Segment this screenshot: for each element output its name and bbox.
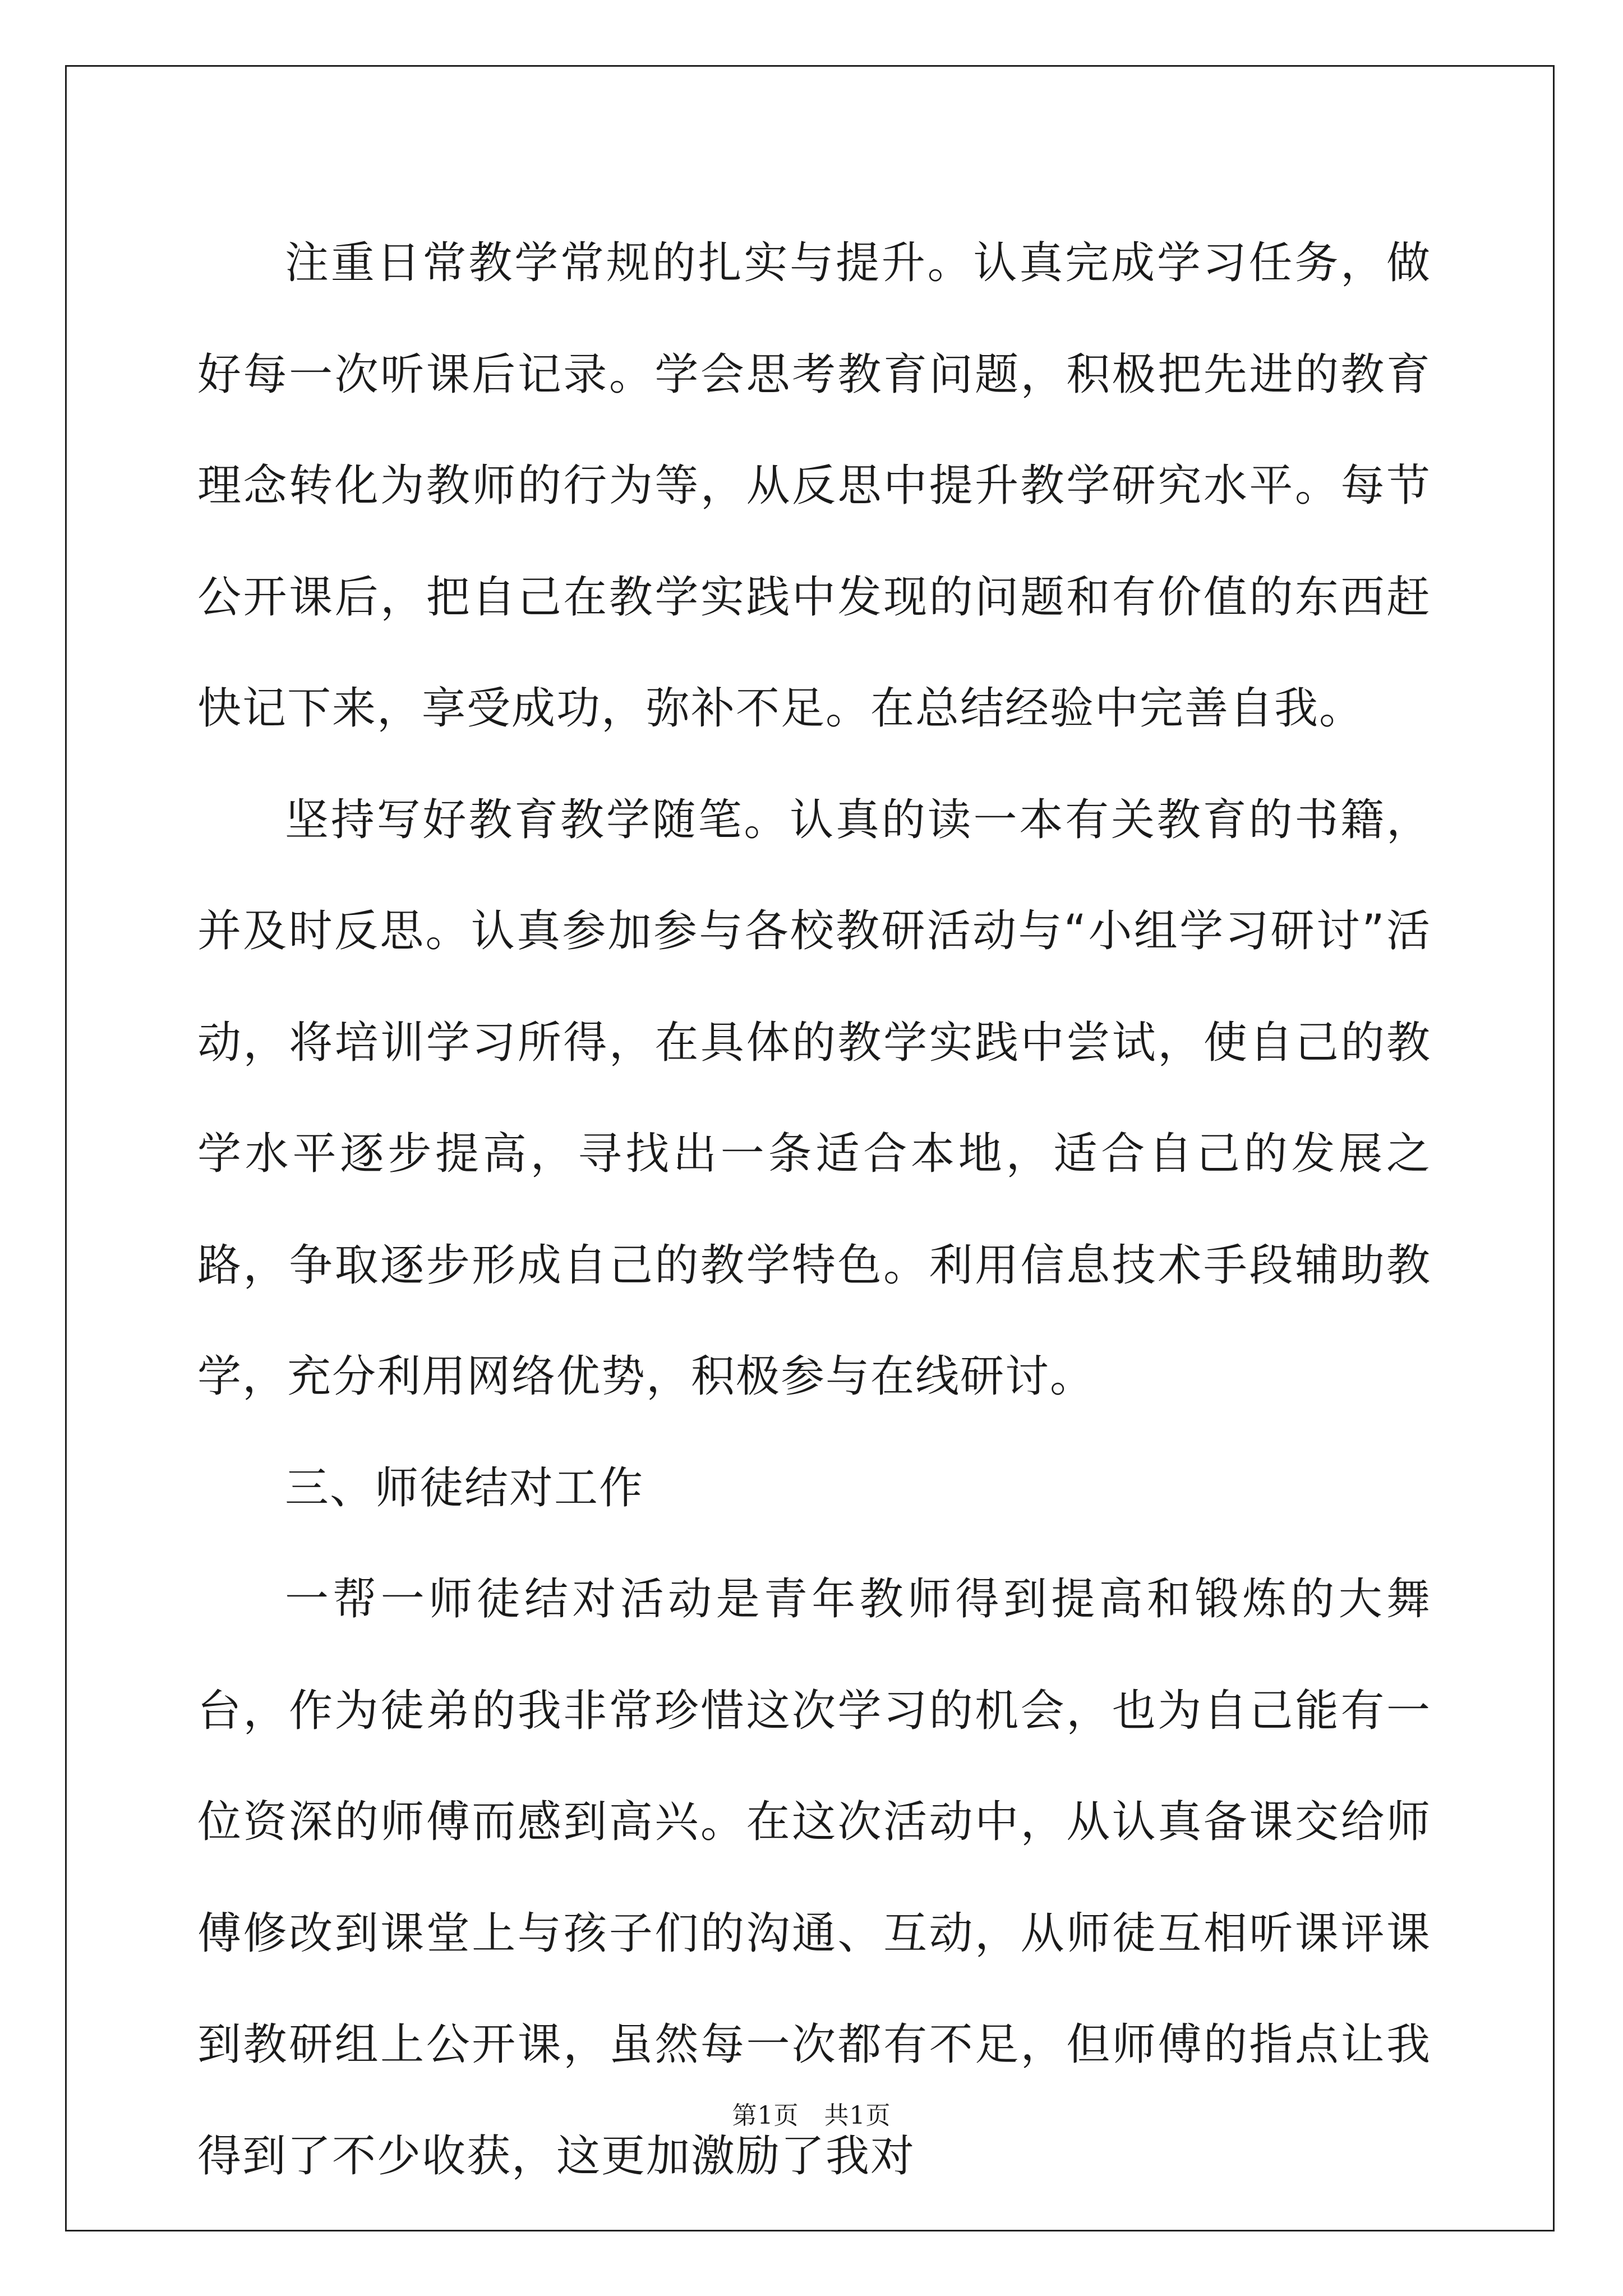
document-body [197,208,1431,2212]
paragraph-teaching-routine: 注重日常教学常规的扎实与提升。认真完成学习任务，做好每一次听课后记录。学会思考教育问题，积极把先进的教育理念转化为教师的行为等，从反思中提升教学研究水平。每节公开课后，把自己在教学实践中发现的问题和有价值的东西赶快记下来，享受成功，弥补不足。在总结经验中完善自我。 [197,238,1431,734]
section-heading-mentorship: 三、师徒结对工作 [285,1462,644,1513]
page-footer: 第1页 共1页 [732,2101,891,2130]
paragraph-mentorship: 一帮一师徒结对活动是青年教师得到提高和锻炼的大舞台，作为徒弟的我非常珍惜这次学习的机会，也为自己能有一位资深的师傅而感到高兴。在这次活动中，从认真备课交给师傅修改到课堂上与孩子们的沟通、互动，从师徒互相听课评课到教研组上公开课，虽然每一次都有不足，但师傅的指点让我得到了不少收获，这更加激励了我对 [197,1574,1431,2182]
paragraph-teaching-essays: 坚持写好教育教学随笔。认真的读一本有关教育的书籍，并及时反思。认真参加参与各校教研活动与“小组学习研讨”活动，将培训学习所得，在具体的教学实践中尝试，使自己的教学水平逐步提高，寻找出一条适合本地，适合自己的发展之路，争取逐步形成自己的教学特色。利用信息技术手段辅助教学，充分利用网络优势，积极参与在线研讨。 [197,794,1431,1402]
